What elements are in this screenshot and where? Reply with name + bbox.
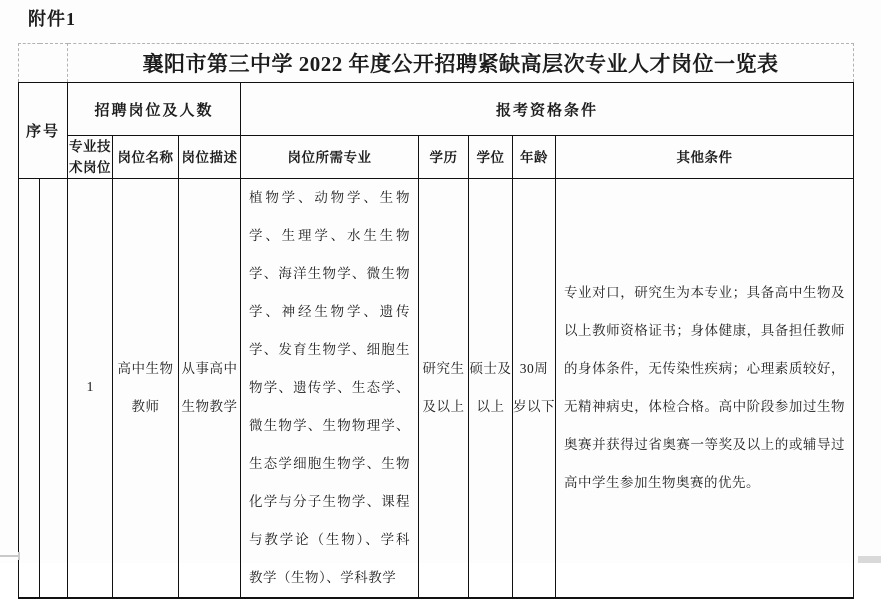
header-post-desc: 岗位描述 (179, 136, 241, 179)
header-post-type: 专业技术岗位 (68, 136, 113, 179)
table-header-row-2 (19, 136, 854, 179)
attachment-label: 附件1 (28, 9, 76, 29)
serial-subcell-left (19, 179, 40, 599)
table-title: 襄阳市第三中学 2022 年度公开招聘紧缺高层次专业人才岗位一览表 (68, 44, 854, 83)
cell-majors: 植物学、动物学、生物学、生理学、水生生物学、海洋生物学、微生物学、神经生物学、遗传学、发育生物学、细胞生物学、遗传学、生态学、微生物学、生物物理学、生态学细胞生物学、生物化学与分子生物学、课程与教学论（生物）、学科教学（生物）、学科教学 (241, 179, 419, 599)
title-spacer-cell (19, 44, 68, 83)
header-serial: 序号 (19, 83, 68, 179)
serial-subcell-right (40, 179, 68, 599)
header-other: 其他条件 (556, 136, 854, 179)
cell-other-conditions: 专业对口，研究生为本专业；具备高中生物及以上教师资格证书；身体健康，具备担任教师的身体条件，无传染性疾病；心理素质较好，无精神病史，体检合格。高中阶段参加过生物奥赛并获得过省奥赛一等奖及以上的或辅导过高中学生参加生物奥赛的优先。 (556, 179, 854, 599)
header-age: 年龄 (513, 136, 556, 179)
header-majors: 岗位所需专业 (241, 136, 419, 179)
header-education: 学历 (419, 136, 469, 179)
recruitment-table (18, 43, 854, 599)
table-row (19, 179, 854, 599)
cell-age: 30周岁以下 (513, 179, 556, 599)
cell-degree: 硕士及以上 (469, 179, 513, 599)
cell-post-name: 高中生物教师 (113, 179, 179, 599)
header-post-name: 岗位名称 (113, 136, 179, 179)
scan-artifact-left (0, 555, 20, 557)
scan-artifact-right (858, 556, 881, 563)
table-title-row (19, 44, 854, 83)
header-degree: 学位 (469, 136, 513, 179)
cell-education: 研究生及以上 (419, 179, 469, 599)
cell-post-count: 1 (68, 179, 113, 599)
table-header-row-1 (19, 83, 854, 136)
cell-post-desc: 从事高中生物教学 (179, 179, 241, 599)
header-group-qualification: 报考资格条件 (241, 83, 854, 136)
header-group-recruit: 招聘岗位及人数 (68, 83, 241, 136)
